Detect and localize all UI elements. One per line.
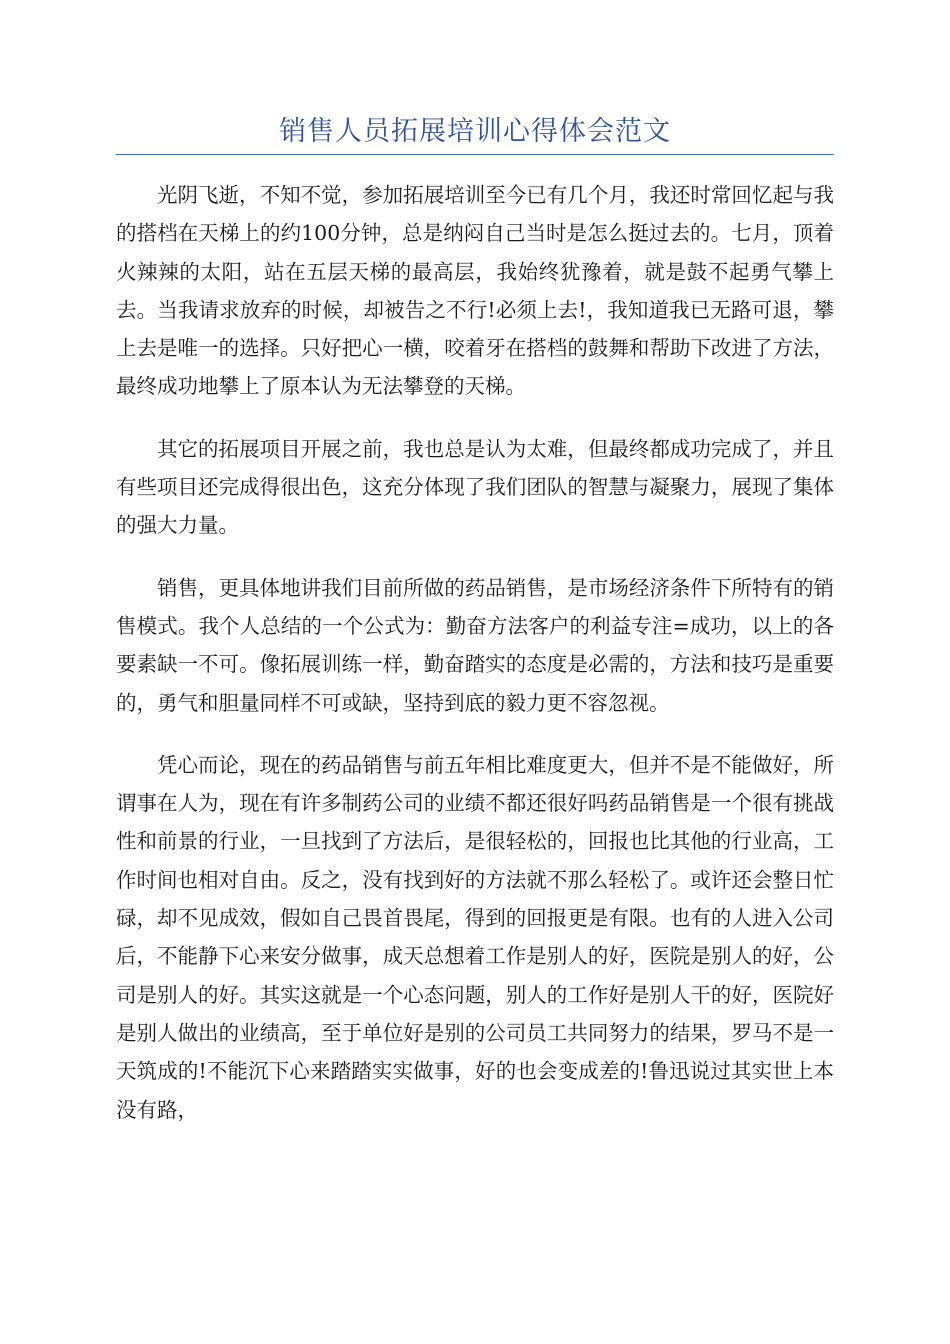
paragraph-1: 光阴飞逝，不知不觉，参加拓展培训至今已有几个月，我还时常回忆起与我的搭档在天梯上的约100分钟，总是纳闷自己当时是怎么挺过去的。七月，顶着火辣辣的太阳，站在五层天梯的最高层，我始终犹豫着，就是鼓不起勇气攀上去。当我请求放弃的时候，却被告之不行!必须上去!，我知道我已无路可退，攀上去是唯一的选择。只好把心一横，咬着牙在搭档的鼓舞和帮助下改进了方法，最终成功地攀上了原本认为无法攀登的天梯。 <box>116 183 834 399</box>
document-body <box>116 176 834 1153</box>
paragraph-3: 销售，更具体地讲我们目前所做的药品销售，是市场经济条件下所特有的销售模式。我个人总结的一个公式为：勤奋方法客户的利益专注=成功，以上的各要素缺一不可。像拓展训练一样，勤奋踏实的态度是必需的，方法和技巧是重要的，勇气和胆量同样不可或缺，坚持到底的毅力更不容忽视。 <box>116 575 834 715</box>
document-title: 销售人员拓展培训心得体会范文 <box>279 116 671 147</box>
paragraph-4: 凭心而论，现在的药品销售与前五年相比难度更大，但并不是不能做好，所谓事在人为，现在有许多制药公司的业绩不都还很好吗药品销售是一个很有挑战性和前景的行业，一旦找到了方法后，是很轻松的，回报也比其他的行业高，工作时间也相对自由。反之，没有找到好的方法就不那么轻松了。或许还会整日忙碌，却不见成效，假如自己畏首畏尾，得到的回报更是有限。也有的人进入公司后，不能静下心来安分做事，成天总想着工作是别人的好，医院是别人的好，公司是别人的好。其实这就是一个心态问题，别人的工作好是别人干的好，医院好是别人做出的业绩高，至于单位好是别的公司员工共同努力的结果，罗马不是一天筑成的!不能沉下心来踏踏实实做事，好的也会变成差的!鲁迅说过其实世上本没有路， <box>116 752 834 1122</box>
title-underline <box>116 154 834 155</box>
paragraph-2: 其它的拓展项目开展之前，我也总是认为太难，但最终都成功完成了，并且有些项目还完成得很出色，这充分体现了我们团队的智慧与凝聚力，展现了集体的强大力量。 <box>116 436 834 538</box>
